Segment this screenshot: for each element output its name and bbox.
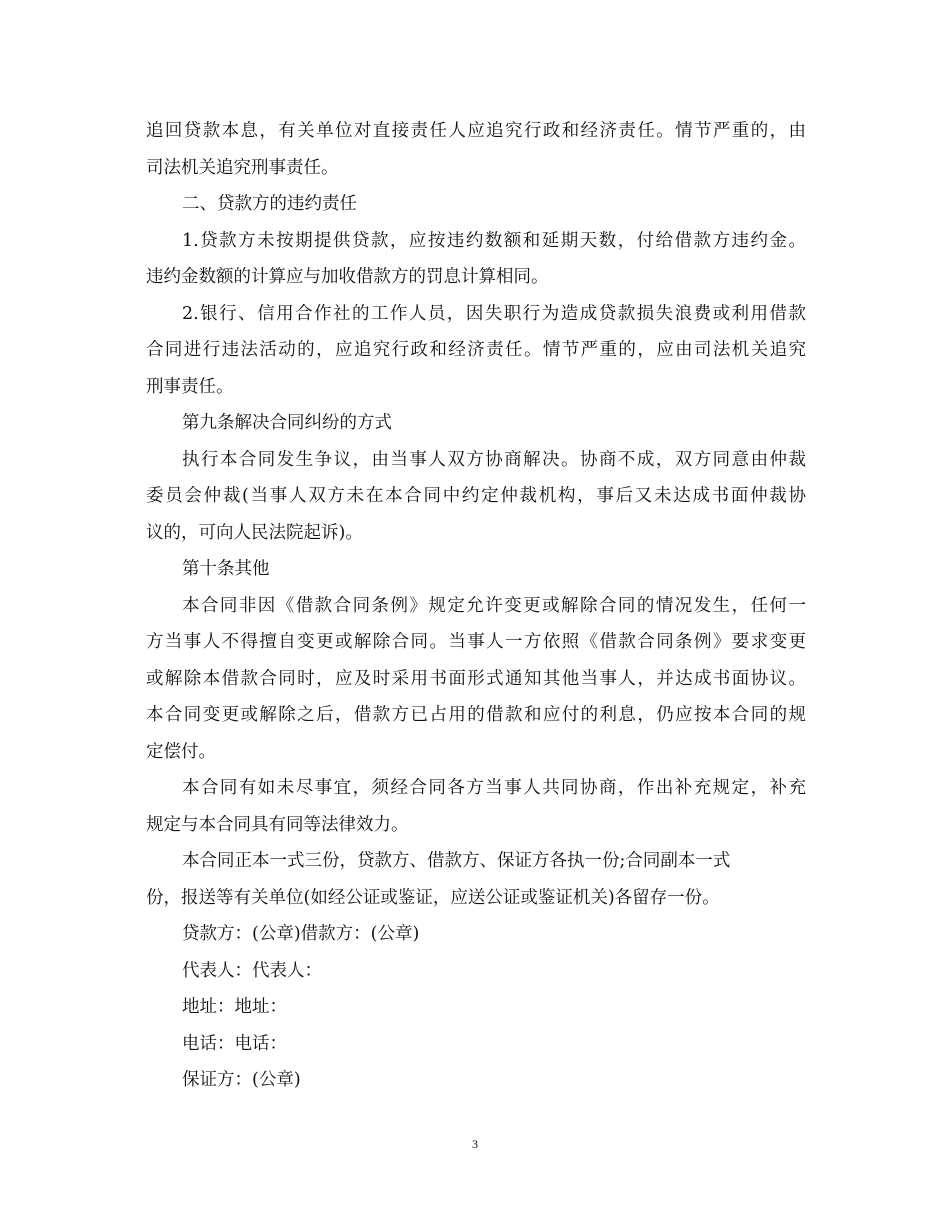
text-line: 代表人：代表人： <box>182 960 322 981</box>
text-line: 刑事责任。 <box>146 376 234 397</box>
text-line: 保证方：(公章) <box>182 1070 301 1090</box>
text-line: 委员会仲裁(当事人双方未在本合同中约定仲裁机构，事后又未达成书面仲裁协 <box>146 486 806 506</box>
text-line: 司法机关追究刑事责任。 <box>146 157 339 178</box>
text-line: 贷款方：(公章)借款方：(公章) <box>182 924 420 944</box>
text-line: 执行本合同发生争议，由当事人双方协商解决。协商不成，双方同意由仲裁 <box>182 449 806 470</box>
text-line: 方当事人不得擅自变更或解除合同。当事人一方依照《借款合同条例》要求变更 <box>146 632 806 652</box>
text-line: 本合同有如未尽事宜，须经合同各方当事人共同协商，作出补充规定，补充 <box>182 778 806 798</box>
page-number: 3 <box>472 1137 478 1151</box>
text-line: 本合同非因《借款合同条例》规定允许变更或解除合同的情况发生，任何一 <box>182 595 806 616</box>
text-line: 或解除本借款合同时，应及时采用书面形式通知其他当事人，并达成书面协议。 <box>146 668 806 689</box>
text-line: 第十条其他 <box>182 559 270 579</box>
text-line: 份，报送等有关单位(如经公证或鉴证，应送公证或鉴证机关)各留存一份。 <box>146 887 720 908</box>
text-line: 违约金数额的计算应与加收借款方的罚息计算相同。 <box>146 267 549 287</box>
text-line: 1.贷款方未按期提供贷款，应按违约数额和延期天数，付给借款方违约金。 <box>182 230 806 251</box>
text-line: 规定与本合同具有同等法律效力。 <box>146 814 409 835</box>
text-line: 本合同变更或解除之后，借款方已占用的借款和应付的利息，仍应按本合同的规 <box>146 705 806 725</box>
text-line: 二、贷款方的违约责任 <box>182 194 357 214</box>
text-line: 本合同正本一式三份，贷款方、借款方、保证方各执一份;合同副本一式 <box>182 851 731 871</box>
text-line: 第九条解决合同纠纷的方式 <box>182 413 392 433</box>
document-body <box>146 113 806 1099</box>
text-line: 电话：电话： <box>182 1033 287 1054</box>
text-line: 合同进行违法活动的，应追究行政和经济责任。情节严重的，应由司法机关追究 <box>146 340 806 360</box>
text-line: 2.银行、信用合作社的工作人员，因失职行为造成贷款损失浪费或利用借款 <box>182 303 806 324</box>
text-line: 定偿付。 <box>146 741 216 762</box>
text-line: 追回贷款本息，有关单位对直接责任人应追究行政和经济责任。情节严重的，由 <box>146 121 806 141</box>
text-line: 地址：地址： <box>182 997 287 1017</box>
text-line: 议的，可向人民法院起诉)。 <box>146 522 363 543</box>
